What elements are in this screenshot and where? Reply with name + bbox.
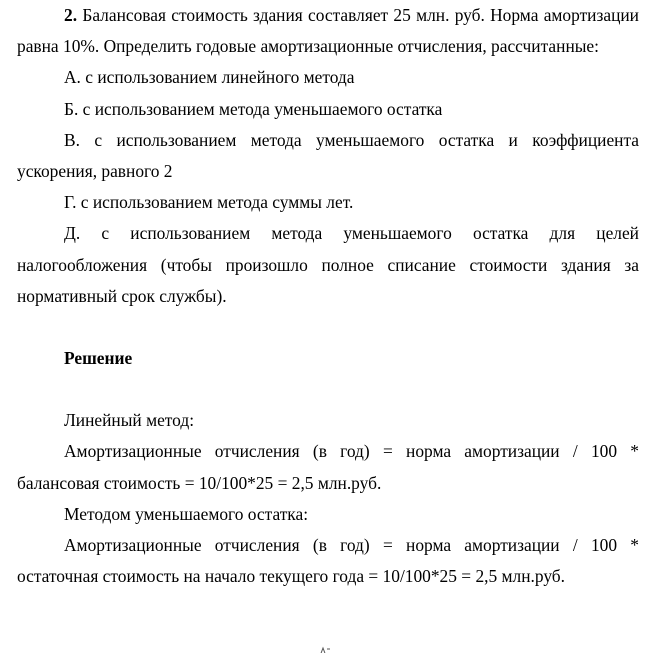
cut-off-glyph-fragment (318, 641, 332, 653)
item-e: Д. с использованием метода уменьшаемого остатка для целей налогообложения (чтобы произошло полное списание стоимости здания за нормативный срок службы). (17, 223, 639, 306)
problem-statement: Балансовая стоимость здания составляет 25 млн. руб. Норма амортизации равна 10%. Определить годовые амортизационные отчисления, рассчитанные: (17, 5, 639, 57)
item-b: Б. с использованием метода уменьшаемого остатка (64, 98, 443, 119)
problem-paragraph (17, 0, 639, 62)
linear-method-title: Линейный метод: (64, 410, 195, 431)
item-c: В. с использованием метода уменьшаемого остатка и коэффициента ускорения, равного 2 (17, 129, 639, 182)
declining-method-formula: Амортизационные отчисления (в год) = норма амортизации / 100 * остаточная стоимость на начало текущего года = 10/100*25 = 2,5 млн.руб. (17, 535, 639, 587)
blank-line (17, 374, 639, 405)
linear-method-formula: Амортизационные отчисления (в год) = норма амортизации / 100 * балансовая стоимость = 10/100*25 = 2,5 млн.руб. (17, 441, 639, 493)
item-d: Г. с использованием метода суммы лет. (64, 192, 354, 213)
solution-heading: Решение (64, 348, 133, 369)
item-a: А. с использованием линейного метода (64, 67, 355, 88)
document-page (17, 0, 639, 592)
blank-line (17, 312, 639, 343)
problem-number: 2. (64, 5, 78, 25)
declining-method-title: Методом уменьшаемого остатка: (64, 503, 309, 524)
